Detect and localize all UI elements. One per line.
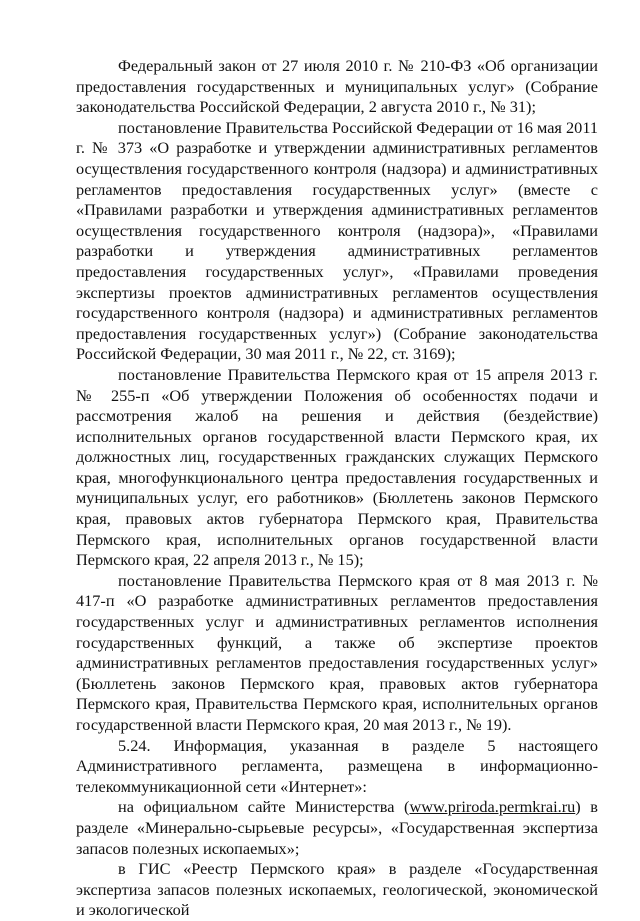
ministry-website-text-after: ) в разделе «Минерально-сырьевые ресурсы», «Государственная экспертиза запасов полезных ископаемых»; bbox=[76, 797, 598, 858]
paragraph-ministry-website bbox=[76, 797, 598, 859]
document-page bbox=[76, 56, 598, 921]
paragraph-government-decree-373: постановление Правительства Российской Федерации от 16 мая 2011 г. № 373 «О разработке и утверждении административных регламентов осуществления государственного контроля (надзора) и административных регламентов предоставления государственных услуг» (вместе с «Правилами разработки и утверждения административных регламентов осуществления государственного контроля (надзора)», «Правилами разработки и утверждения административных регламентов предоставления государственных услуг», «Правилами проведения экспертизы проектов административных регламентов осуществления государственного контроля (надзора) и административных регламентов предоставления государственных услуг») (Собрание законодательства Российской Федерации, 30 мая 2011 г., № 22, ст. 3169); bbox=[76, 117, 598, 364]
paragraph-perm-decree-255: постановление Правительства Пермского края от 15 апреля 2013 г. № 255-п «Об утверждении Положения об особенностях подачи и рассмотрения жалоб на решения и действия (бездействие) исполнительных органов государственной власти Пермского края, их должностных лиц, государственных гражданских служащих Пермского края, многофункционального центра предоставления государственных и муниципальных услуг, его работников» (Бюллетень законов Пермского края, правовых актов губернатора Пермского края, Правительства Пермского края, исполнительных органов государственной власти Пермского края, 22 апреля 2013 г., № 15); bbox=[76, 364, 598, 570]
ministry-website-link[interactable]: www.priroda.permkrai.ru bbox=[409, 797, 576, 817]
ministry-website-text-before: на официальном сайте Министерства ( bbox=[118, 797, 410, 817]
paragraph-federal-law-210: Федеральный закон от 27 июля 2010 г. № 210-ФЗ «Об организации предоставления государственных и муниципальных услуг» (Собрание законодательства Российской Федерации, 2 августа 2010 г., № 31); bbox=[76, 56, 598, 117]
paragraph-section-5-24: 5.24. Информация, указанная в разделе 5 настоящего Административного регламента, размещена в информационно-телекоммуникационной сети «Интернет»: bbox=[76, 735, 598, 796]
paragraph-gis-registry: в ГИС «Реестр Пермского края» в разделе «Государственная экспертиза запасов полезных ископаемых, геологической, экономической и экологической bbox=[76, 859, 598, 920]
paragraph-perm-decree-417: постановление Правительства Пермского края от 8 мая 2013 г. № 417-п «О разработке административных регламентов предоставления государственных услуг и административных регламентов исполнения государственных функций, а также об экспертизе проектов административных регламентов предоставления государственных услуг» (Бюллетень законов Пермского края, правовых актов губернатора Пермского края, Правительства Пермского края, исполнительных органов государственной власти Пермского края, 20 мая 2013 г., № 19). bbox=[76, 570, 598, 734]
